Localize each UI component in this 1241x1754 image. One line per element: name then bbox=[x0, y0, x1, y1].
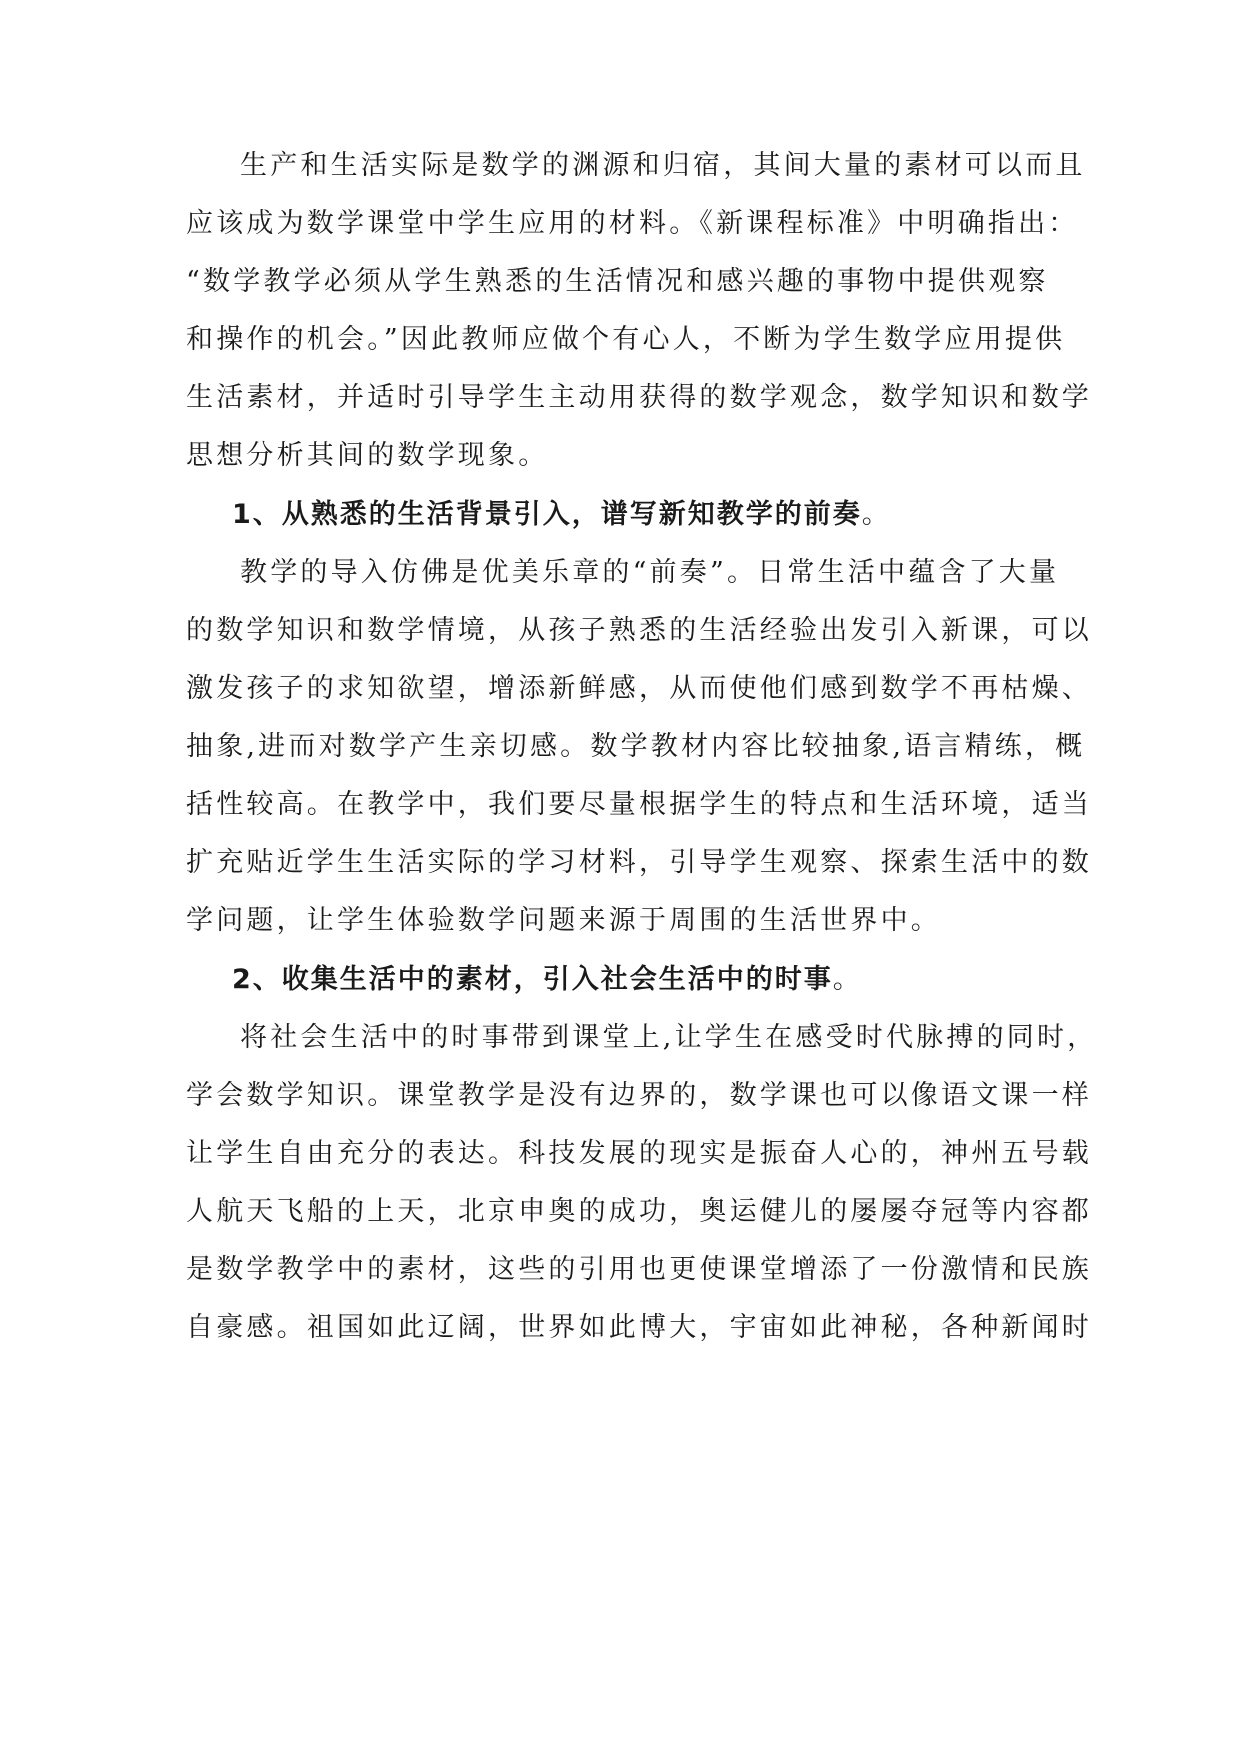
paragraph-1-line-6: 思想分析其间的数学现象。 bbox=[186, 440, 549, 471]
paragraph-3-line-4: 人航天飞船的上天，北京申奥的成功，奥运健儿的屡屡夺冠等内容都 bbox=[186, 1196, 1092, 1227]
paragraph-1-line-1: 生产和生活实际是数学的渊源和归宿，其间大量的素材可以而且 bbox=[240, 150, 1086, 181]
paragraph-2-line-7: 学问题，让学生体验数学问题来源于周围的生活世界中。 bbox=[186, 905, 941, 936]
section-heading-2-text: 2、收集生活中的素材，引入社会生活中的时事 bbox=[232, 964, 833, 995]
section-heading-1-period: 。 bbox=[861, 499, 891, 530]
paragraph-2-line-2: 的数学知识和数学情境，从孩子熟悉的生活经验出发引入新课，可以 bbox=[186, 615, 1092, 646]
paragraph-2-line-3: 激发孩子的求知欲望，增添新鲜感，从而使他们感到数学不再枯燥、 bbox=[186, 673, 1092, 704]
section-heading-2-period: 。 bbox=[832, 964, 862, 995]
paragraph-2-line-1: 教学的导入仿佛是优美乐章的“前奏”。日常生活中蕴含了大量 bbox=[240, 557, 1060, 588]
paragraph-3-line-6: 自豪感。祖国如此辽阔，世界如此博大，宇宙如此神秘，各种新闻时 bbox=[186, 1312, 1092, 1343]
section-heading-1 bbox=[232, 495, 1112, 535]
paragraph-1-line-4: 和操作的机会。”因此教师应做个有心人，不断为学生数学应用提供 bbox=[186, 324, 1066, 355]
paragraph-3-line-3: 让学生自由充分的表达。科技发展的现实是振奋人心的，神州五号载 bbox=[186, 1138, 1092, 1169]
paragraph-1-line-3: “数学教学必须从学生熟悉的生活情况和感兴趣的事物中提供观察 bbox=[186, 266, 1049, 297]
section-heading-2 bbox=[232, 960, 1112, 1000]
paragraph-1-line-5: 生活素材，并适时引导学生主动用获得的数学观念，数学知识和数学 bbox=[186, 382, 1092, 413]
paragraph-3-line-5: 是数学教学中的素材，这些的引用也更使课堂增添了一份激情和民族 bbox=[186, 1254, 1092, 1285]
paragraph-2-line-4: 抽象,进而对数学产生亲切感。数学教材内容比较抽象,语言精练，概 bbox=[186, 731, 1086, 762]
paragraph-2-line-6: 扩充贴近学生生活实际的学习材料，引导学生观察、探索生活中的数 bbox=[186, 847, 1092, 878]
paragraph-3-line-1: 将社会生活中的时事带到课堂上,让学生在感受时代脉搏的同时， bbox=[240, 1022, 1098, 1053]
section-heading-1-text: 1、从熟悉的生活背景引入，谱写新知教学的前奏 bbox=[232, 499, 862, 530]
paragraph-3-line-2: 学会数学知识。课堂教学是没有边界的，数学课也可以像语文课一样 bbox=[186, 1080, 1092, 1111]
paragraph-1-line-2: 应该成为数学课堂中学生应用的材料。《新课程标准》中明确指出： bbox=[186, 208, 1079, 239]
paragraph-2-line-5: 括性较高。在教学中，我们要尽量根据学生的特点和生活环境，适当 bbox=[186, 789, 1092, 820]
